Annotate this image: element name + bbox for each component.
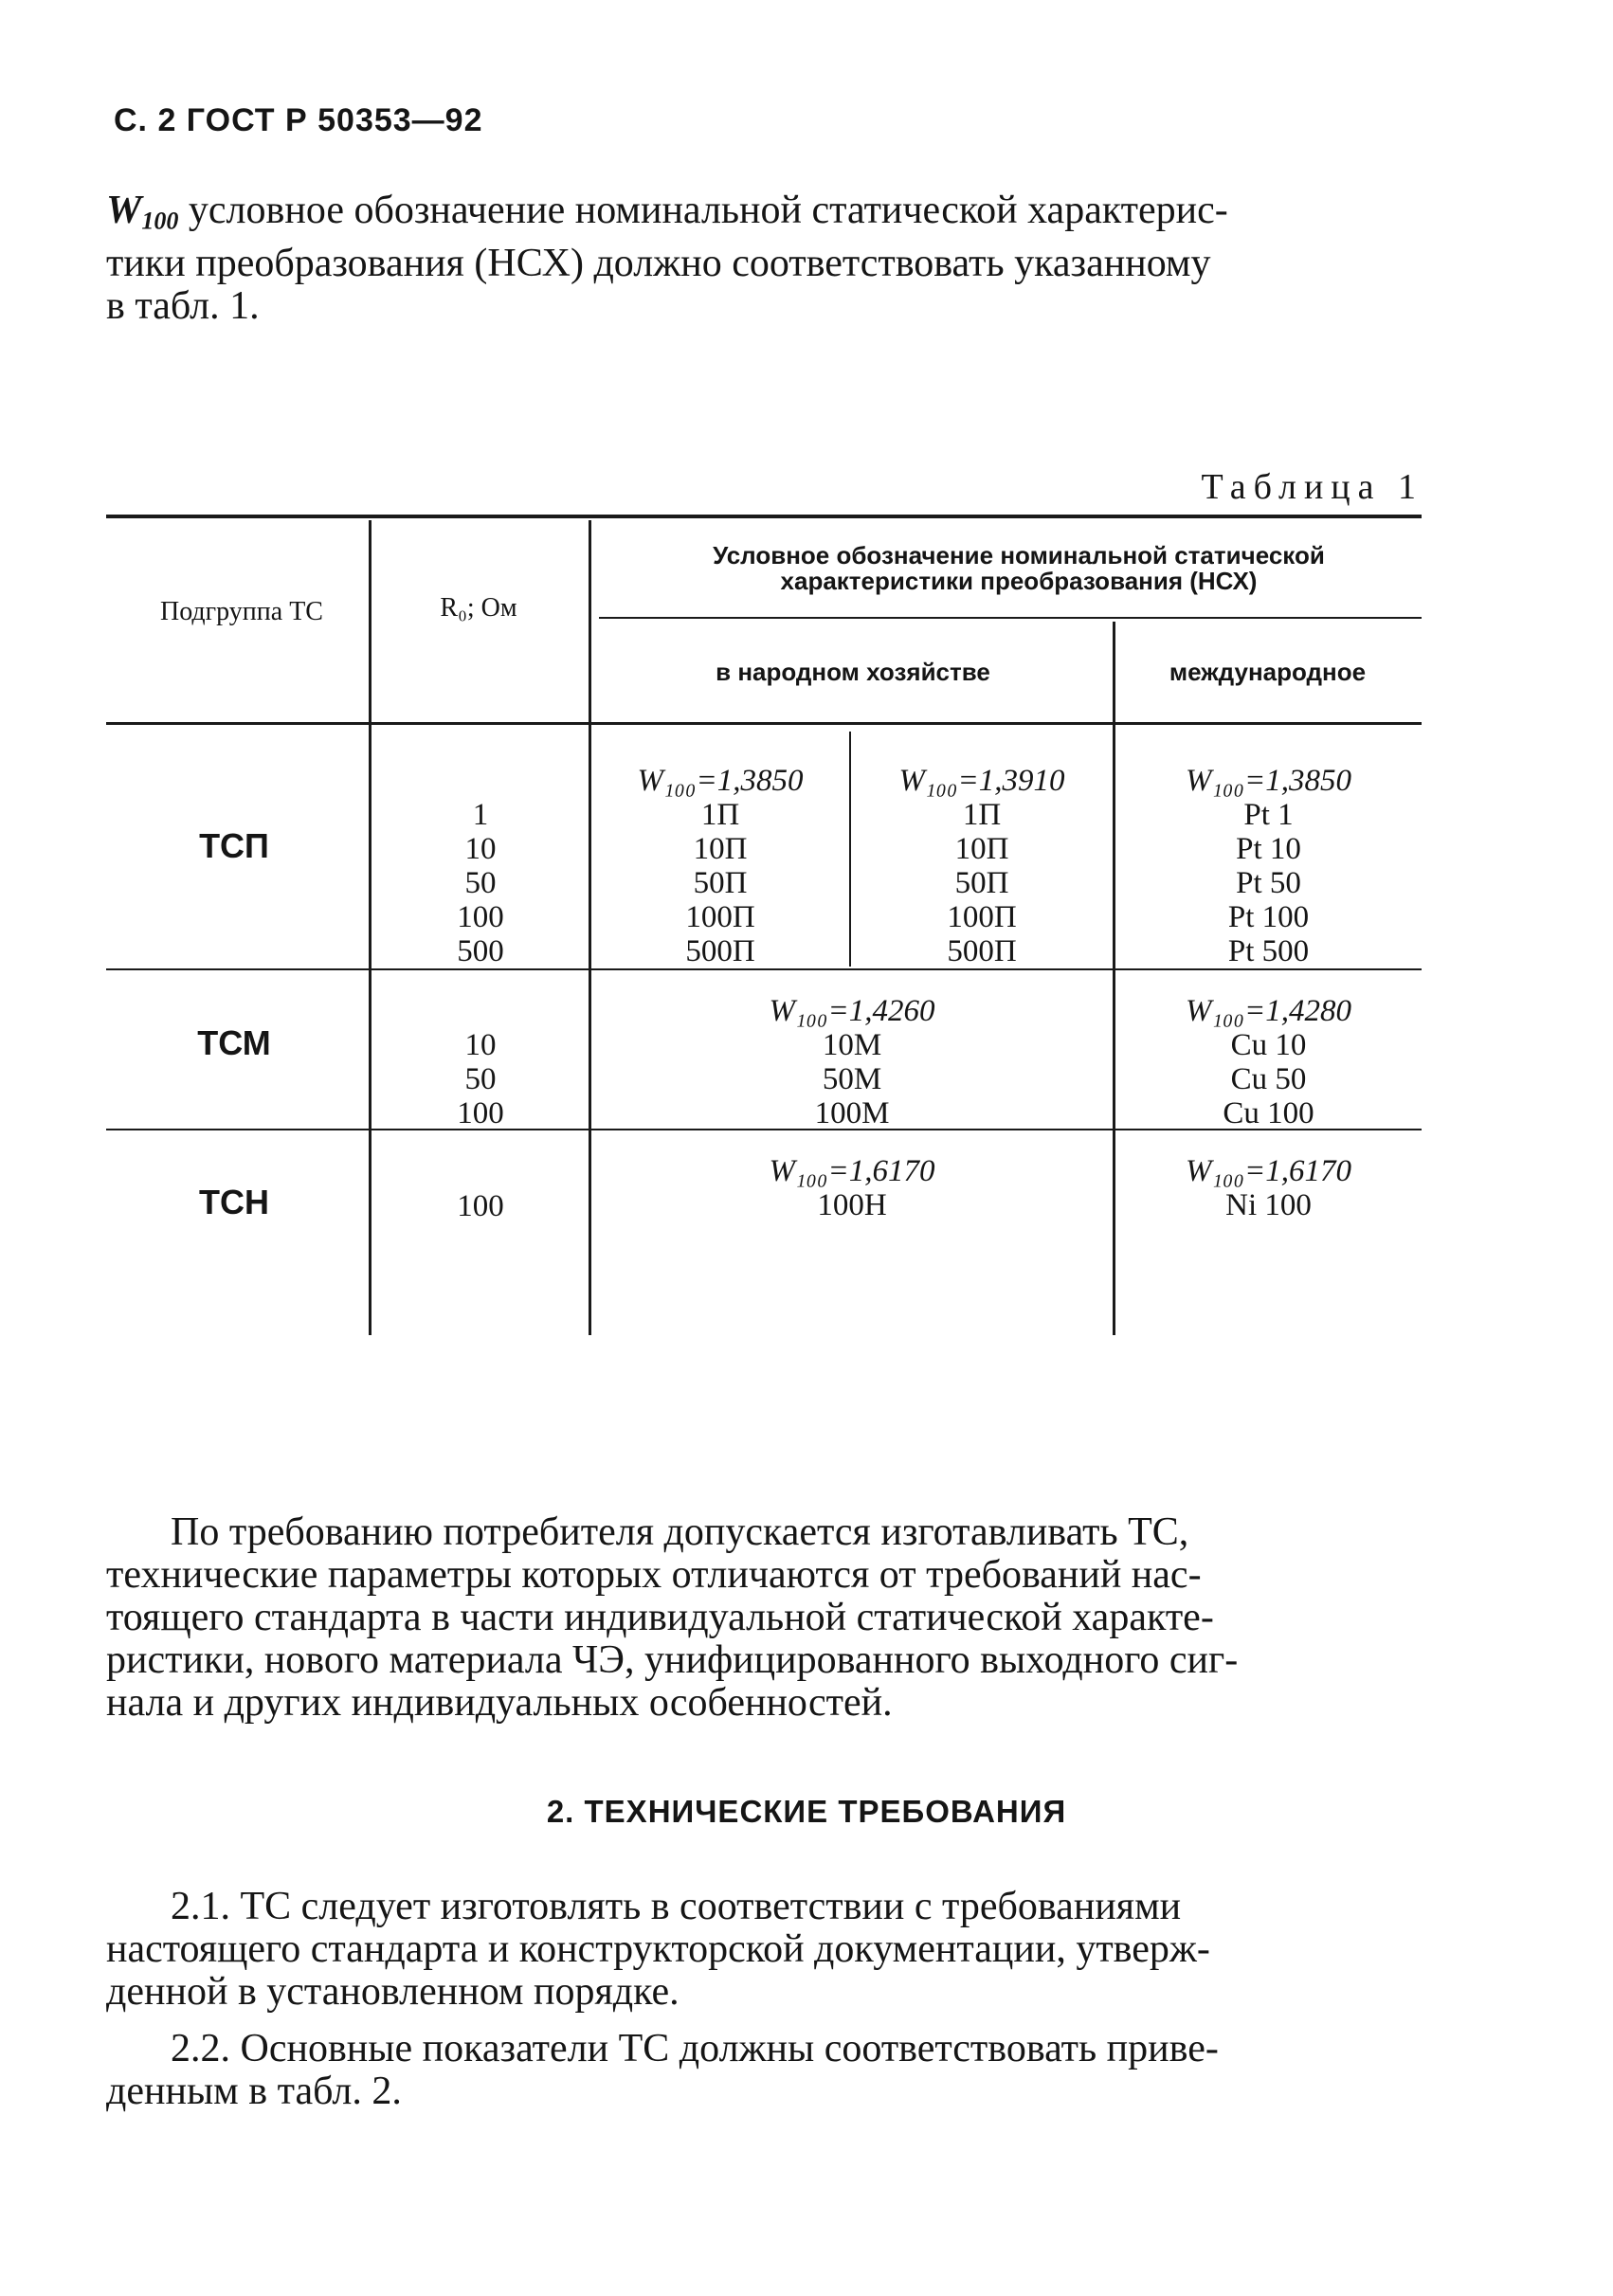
- tsp-nsx-b: W₁₀₀=1,3910 1П 10П 50П 100П 500П: [898, 764, 1065, 968]
- page-header: С. 2 ГОСТ Р 50353—92: [114, 102, 483, 138]
- tsn-intl: W₁₀₀=1,6170 Ni 100: [1186, 1154, 1351, 1222]
- intro-line-2: тики преобразования (НСХ) должно соответствовать указанному: [106, 241, 1211, 285]
- nsx-sub-rule: [599, 617, 1422, 619]
- tsp-intl: W₁₀₀=1,3850 Pt 1 Pt 10 Pt 50 Pt 100 Pt 500: [1186, 764, 1351, 968]
- clause-2-1: 2.1. ТС следует изготовлять в соответствии с требованиями настоящего стандарта и конструкторской документации, утверж- денной в установленном порядке.: [106, 1885, 1210, 2014]
- tsp-r0: 1 10 50 100 500: [457, 798, 504, 968]
- tsm-r0: 10 50 100: [457, 1028, 504, 1130]
- header-international: международное: [1169, 658, 1367, 686]
- intro-line-1: условное обозначение номинальной статической характерис-: [188, 189, 1228, 232]
- intro-line-3: в табл. 1.: [106, 283, 260, 328]
- section-title: 2. ТЕХНИЧЕСКИЕ ТРЕБОВАНИЯ: [546, 1794, 1067, 1829]
- col-rule-3: [1113, 622, 1115, 1335]
- clause-2-2: 2.2. Основные показатели ТС должны соответствовать приве- денным в табл. 2.: [106, 2027, 1219, 2113]
- table-top-rule: [106, 515, 1422, 518]
- tsp-nsx-a: W₁₀₀=1,3850 1П 10П 50П 100П 500П: [637, 764, 804, 968]
- row-rule-1: [106, 968, 1422, 970]
- group-tsn: ТСН: [199, 1183, 269, 1221]
- intro-paragraph: [106, 190, 1423, 328]
- table-caption: Таблица 1: [1201, 467, 1423, 507]
- tsm-intl: W₁₀₀=1,4280 Cu 10 Cu 50 Cu 100: [1186, 994, 1351, 1130]
- tsn-r0: 100: [457, 1189, 504, 1223]
- header-r0: R₀; Ом: [440, 593, 517, 623]
- header-nsx: Условное обозначение номинальной статической характеристики преобразования (НСХ): [713, 541, 1325, 595]
- header-national: в народном хозяйстве: [716, 658, 990, 686]
- group-tsm: ТСМ: [197, 1023, 271, 1062]
- group-tsp: ТСП: [199, 826, 269, 865]
- tsn-nsx: W₁₀₀=1,6170 100Н: [769, 1154, 935, 1222]
- header-subgroup: Подгруппа ТС: [160, 597, 323, 626]
- tsm-nsx: W₁₀₀=1,4260 10М 50М 100М: [769, 994, 935, 1130]
- consumer-paragraph: По требованию потребителя допускается изготавливать ТС, технические параметры которых отличаются от требований нас- тоящего стандарта в части индивидуальной статической характе- ристики, нового материала ЧЭ, унифицированного выходного сиг- нала и других индивидуальных особенностей.: [106, 1510, 1239, 1725]
- w100-symbol: $W_{100}$: [106, 189, 179, 235]
- table-header-rule: [106, 722, 1422, 725]
